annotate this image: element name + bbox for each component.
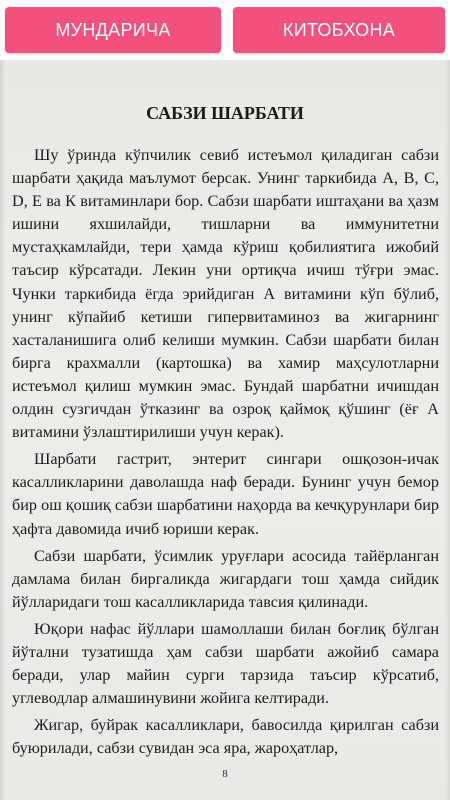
page-edge-shadow-right [444, 60, 450, 800]
book-page[interactable] [0, 60, 450, 800]
paragraph-5: Жигар, буйрак касалликлари, бавосилда қирилган сабзи буюрилади, сабзи сувидан эса яра, жароҳатлар, [12, 716, 439, 758]
paragraph-3: Сабзи шарбати, ўсимлик уруғлари асосида тайёрланган дамлама билан биргаликда жигардаги тош ҳамда сийдик йўлларидаги тош касалликларида тавсия қилинади. [12, 546, 439, 611]
paragraph-2: Шарбати гастрит, энтерит сингари ошқозон-ичак касалликларини даволашда наф беради. Бунинг учун бемор бир ош қошиқ сабзи шарбатини наҳорда ва кечқурунлари бир ҳафта давомида ичиб юриши керак. [12, 450, 439, 538]
paragraph-1: Шу ўринда кўпчилик севиб истеъмол қиладиган сабзи шарбати ҳақида маълумот берсак. Унинг таркибида А, В, С, D, Е ва К витаминлари бор. Сабзи шарбати иштаҳани ва ҳазм ишини яхшилайди, тишларни ва иммунитетни мустаҳкамлайди, тери ҳамда кўриш қобилиятига ижобий таъсир кўрсатади. Лекин уни ортиқча ичиш тўғри эмас. Чунки таркибида ёгда эрийдиган А витамини кўп бўлиб, унинг кўпайиб кетиши гипервитаминоз ва жигарнинг хасталанишига олиб келиши мумкин. Сабзи шарбати билан бирга крахмалли (картошка) ва хамир маҳсулотларни истеъмол қилиш мумкин эмас. Бундай шарбатни ичишдан олдин сузгичдан ўтказинг ва озроқ қаймоқ қўшинг (ёғ А витамини ўзлаштирилиши учун керак). [12, 146, 439, 442]
article-title: САБЗИ ШАРБАТИ [146, 103, 304, 123]
paragraph-4: Юқори нафас йўллари шамоллаши билан боғлиқ бўлган йўтални тузатишда ҳам сабзи шарбати ажойиб самара беради, улар майин сурги тарзида таъсир кўрсатиб, углеводлар алмашинувини жойига келтиради. [12, 619, 439, 708]
page-edge-shadow-left [0, 60, 6, 800]
page-number: 8 [222, 768, 228, 780]
library-button[interactable]: КИТОБХОНА [233, 7, 445, 53]
article-body [12, 144, 439, 764]
top-navigation-bar [0, 0, 450, 60]
contents-button[interactable]: МУНДАРИЧА [5, 7, 221, 53]
